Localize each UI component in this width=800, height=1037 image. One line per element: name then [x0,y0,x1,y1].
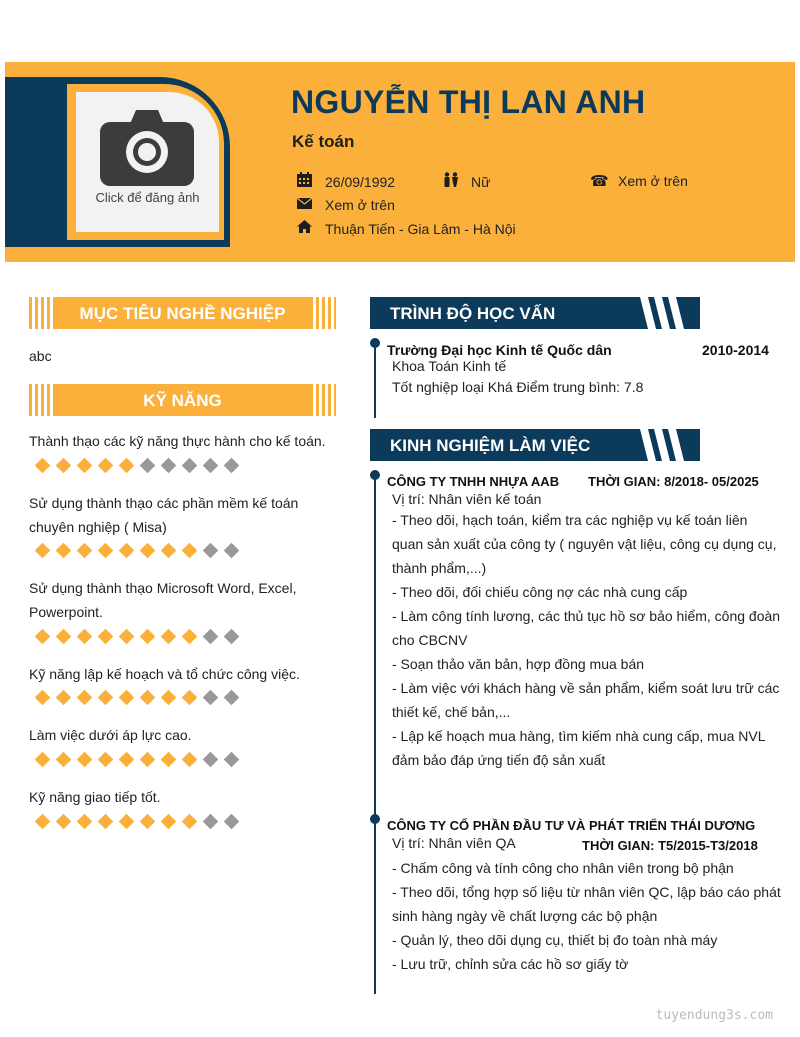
rating-dot-empty [224,752,240,768]
rating-dot-filled [140,543,156,559]
heading-stripes [640,429,700,461]
rating-dot-filled [119,814,135,830]
email-value: Xem ở trên [325,196,395,213]
rating-dot-empty [203,690,219,706]
footer-watermark: tuyendung3s.com [655,1008,773,1023]
job-title: Kế toán [292,132,355,151]
rating-dot-filled [35,690,51,706]
timeline-dot [370,814,380,824]
objective-heading [29,297,336,329]
job-duty: - Chấm công và tính công cho nhân viên trong bộ phận [392,860,734,876]
rating-dot-filled [119,690,135,706]
experience-heading [370,429,700,461]
skill-rating [32,754,242,765]
rating-dot-filled [56,458,72,474]
rating-dot-filled [161,814,177,830]
gender-row [443,172,490,191]
rating-dot-empty [161,458,177,474]
rating-dot-filled [98,543,114,559]
rating-dot-filled [77,814,93,830]
rating-dot-filled [56,690,72,706]
job-duty: - Soạn thảo văn bản, hợp đồng mua bán [392,656,645,672]
address-row [297,220,516,237]
company-name: CÔNG TY TNHH NHỰA AAB [387,474,560,489]
education-title: TRÌNH ĐỘ HỌC VẤN [390,304,556,323]
rating-dot-filled [35,629,51,645]
job-period: THỜI GIAN: 8/2018- 05/2025 [588,474,759,489]
rating-dot-filled [98,690,114,706]
rating-dot-filled [182,629,198,645]
timeline-line [374,342,376,418]
skill-rating [32,545,242,556]
rating-dot-empty [224,458,240,474]
rating-dot-empty [182,458,198,474]
rating-dot-filled [35,752,51,768]
phone-value: Xem ở trên [618,173,688,189]
skill-rating [32,692,242,703]
email-row [297,196,395,213]
job-duty: - Lưu trữ, chỉnh sửa các hồ sơ giấy tờ [392,956,629,972]
rating-dot-empty [203,543,219,559]
rating-dot-filled [119,458,135,474]
birthdate-row [297,172,395,191]
rating-dot-filled [98,458,114,474]
candidate-name: NGUYỄN THỊ LAN ANH [291,84,646,120]
rating-dot-filled [182,814,198,830]
photo-upload-label: Click để đăng ảnh [95,190,200,205]
rating-dot-empty [224,690,240,706]
rating-dot-filled [119,629,135,645]
rating-dot-filled [77,629,93,645]
rating-dot-filled [140,752,156,768]
rating-dot-filled [77,543,93,559]
gender-icon [443,172,471,191]
skill-label: Thành thạo các kỹ năng thực hành cho kế toán. [29,433,326,449]
rating-dot-filled [56,629,72,645]
rating-dot-filled [140,629,156,645]
job-duty: - Quản lý, theo dõi dụng cụ, thiết bị đo toàn nhà máy [392,932,718,948]
rating-dot-filled [119,752,135,768]
rating-dot-filled [56,752,72,768]
job-duty: - Làm công tính lương, các thủ tục hồ sơ bảo hiểm, công đoàn cho CBCNV [392,608,781,648]
rating-dot-filled [56,543,72,559]
rating-dot-filled [161,752,177,768]
home-icon [297,220,325,237]
job-position: Vị trí: Nhân viên QA [392,835,516,851]
rating-dot-filled [161,690,177,706]
education-heading [370,297,700,329]
company-name: CÔNG TY CỔ PHẦN ĐẦU TƯ VÀ PHÁT TRIỂN THÁI DƯƠNG [387,818,756,833]
photo-upload[interactable] [76,92,219,232]
rating-dot-filled [98,814,114,830]
rating-dot-filled [35,458,51,474]
phone-icon: ☎ [590,173,609,190]
job-duty: - Theo dõi, tổng hợp số liệu từ nhân viên QC, lập báo cáo phát sinh hàng ngày về chất lượng các bộ phận [392,884,781,924]
skill-label: Kỹ năng lập kế hoạch và tổ chức công việc. [29,666,300,682]
job-position: Vị trí: Nhân viên kế toán [392,491,542,507]
skill-label: Làm việc dưới áp lực cao. [29,727,192,743]
rating-dot-empty [224,814,240,830]
rating-dot-filled [98,629,114,645]
rating-dot-filled [98,752,114,768]
rating-dot-filled [140,690,156,706]
address-value: Thuận Tiến - Gia Lâm - Hà Nội [325,220,516,237]
school-name: Trường Đại học Kinh tế Quốc dân [387,342,612,358]
birthdate-value: 26/09/1992 [325,173,396,190]
phone-row [590,172,688,190]
rating-dot-empty [203,752,219,768]
skill-rating [32,816,242,827]
rating-dot-filled [77,690,93,706]
skill-label: Sử dụng thành thạo các phần mềm kế toán chuyên nghiệp ( Misa) [29,495,299,535]
calendar-icon [297,172,325,191]
rating-dot-filled [56,814,72,830]
objective-title: MỤC TIÊU NGHỀ NGHIỆP [79,304,286,323]
rating-dot-filled [182,690,198,706]
camera-icon [100,108,194,188]
job-duty: - Theo dõi, đối chiếu công nợ các nhà cung cấp [392,584,688,600]
skills-title: KỸ NĂNG [143,391,222,410]
job-duty: - Theo dõi, hạch toán, kiểm tra các nghiệp vụ kế toán liên quan sản xuất của công ty ( nguyên vật liệu, công cụ dụng cụ, thành phẩm,...) [392,512,777,576]
rating-dot-filled [35,814,51,830]
skill-label: Kỹ năng giao tiếp tốt. [29,789,161,805]
rating-dot-empty [224,629,240,645]
rating-dot-filled [161,629,177,645]
skills-heading [29,384,336,416]
objective-text: abc [29,348,52,364]
rating-dot-empty [224,543,240,559]
timeline-dot [370,470,380,480]
rating-dot-filled [35,543,51,559]
education-major: Khoa Toán Kinh tế [392,358,507,374]
timeline-line [374,474,376,994]
skill-rating [32,631,242,642]
rating-dot-filled [161,543,177,559]
mail-icon [297,196,325,213]
rating-dot-filled [77,752,93,768]
job-duty: - Lập kế hoạch mua hàng, tìm kiếm nhà cung cấp, mua NVL đảm bảo đáp ứng tiến độ sản xuất [392,728,766,768]
rating-dot-filled [140,814,156,830]
gender-value: Nữ [471,173,491,190]
education-period: 2010-2014 [702,342,769,358]
rating-dot-filled [182,543,198,559]
rating-dot-empty [203,814,219,830]
skill-rating [32,460,242,471]
experience-title: KINH NGHIỆM LÀM VIỆC [390,436,591,455]
job-duty: - Làm việc với khách hàng về sản phẩm, kiểm soát lưu trữ các thiết kế, chế bản,... [392,680,780,720]
rating-dot-empty [203,458,219,474]
timeline-dot [370,338,380,348]
rating-dot-empty [140,458,156,474]
rating-dot-filled [119,543,135,559]
rating-dot-filled [77,458,93,474]
job-period: THỜI GIAN: T5/2015-T3/2018 [582,838,758,853]
rating-dot-filled [182,752,198,768]
header-banner [5,62,795,262]
heading-stripes [640,297,700,329]
rating-dot-empty [203,629,219,645]
skill-label: Sử dụng thành thạo Microsoft Word, Excel, Powerpoint. [29,580,297,620]
education-result: Tốt nghiệp loại Khá Điểm trung bình: 7.8 [392,379,644,395]
